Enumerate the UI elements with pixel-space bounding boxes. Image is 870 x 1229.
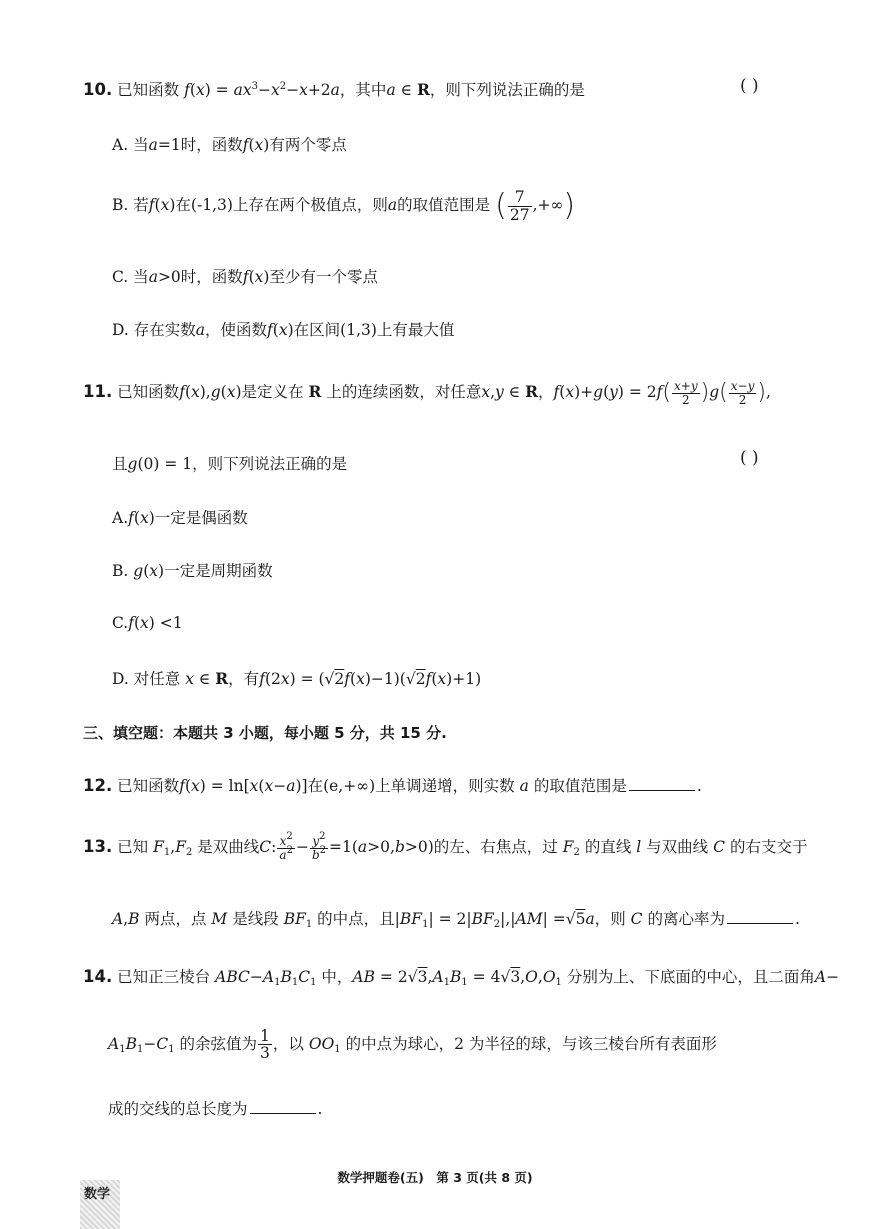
q14-text: 14. 已知正三棱台 $ABC-A_1B_1C_1$ 中，AB = $2√3,A_1B_1 = 4√3,O,O_1$ 分别为上、下底面的中心，且二面角A− [83, 967, 840, 988]
q11-stem-line2: 且g(0) = 1，则下列说法正确的是 [112, 455, 348, 473]
q10-number: 10. [83, 80, 113, 99]
q10-b-range: ( $\frac{7}{27}$ ,+∞) [495, 188, 576, 224]
q12-answer-blank[interactable] [629, 790, 695, 791]
subject-stamp [80, 1180, 120, 1229]
q11-d-identity: f(2x) = (√2f(x)−1)(√2f(x)+1) [259, 670, 482, 688]
q10-answer-paren: ( ) [740, 76, 759, 96]
q14-number: 14. [83, 967, 113, 986]
q13-number: 13. [83, 837, 113, 857]
q10-option-d: D. 存在实数a，使函数f(x)在区间(1,3)上有最大值 [112, 321, 455, 339]
q10-stem: 10. 已知函数 $f(x) = ax^3-x^2-x+2a$，其中a ∈ R，则下列说法正确的是 [83, 80, 585, 99]
q14-text-line3: 成的交线的总长度为 . [108, 1100, 323, 1118]
q11-number: 11. [83, 382, 113, 402]
q12-text: 12. 已知函数f(x) = ln[x(x−a)]在(e,+∞)上单调递增，则实数 a 的取值范围是 . [83, 776, 702, 795]
q11-option-b: B. g(x)一定是周期函数 [112, 562, 273, 580]
q10-option-b: B. 若f(x)在(-1,3)上存在两个极值点，则a的取值范围是 ( $\frac{7}{27}$ ,+∞) [112, 188, 576, 224]
q13-text-line2: A,B 两点，点 M 是线段 $BF_1$ 的中点，且$|BF_1| = 2|BF_2|,|AM| =√5a$，则 C 的离心率为 . [112, 910, 800, 930]
q13-text: 13. 已知 $F_1,F_2$ 是双曲线C: $\frac{x^2}{a^2}$ − $\frac{y^2}{b^2}$ =1(a>0,b>0)的左、右焦点，过 $F_2$ 的直线 l 与双曲线 C 的右支交于 [83, 831, 808, 862]
q13-answer-blank[interactable] [727, 923, 793, 924]
q13-hyperbola: C: $\frac{x^2}{a^2}$ − $\frac{y^2}{b^2}$ =1(a>0,b>0) [259, 831, 434, 862]
q10-option-a: A. 当a=1时，函数f(x)有两个零点 [112, 136, 347, 154]
q11-option-a: A.f(x)一定是偶函数 [112, 509, 248, 527]
q11-functional-equation: f(x)+g(y) = 2f( $\frac{x+y}{2}$ )g( $\frac{x-y}{2}$ ), [553, 379, 771, 407]
q11-option-d: D. 对任意 x ∈ R，有f(2x) = (√2f(x)−1)(√2f(x)+1) [112, 669, 482, 688]
q11-option-c: C.f(x) <1 [112, 614, 183, 632]
q10-function: $f(x) = ax^3-x^2-x+2a$ [184, 81, 340, 99]
q14-one-third: $\frac{1}{3}$ [260, 1027, 270, 1063]
q14-answer-blank[interactable] [250, 1113, 316, 1114]
q14-text-line2: $A_1B_1-C_1$ 的余弦值为 $\frac{1}{3}$ ，以 $OO_1$ 的中点为球心，2 为半径的球，与该三棱台所有表面形 [108, 1027, 717, 1063]
q11-answer-paren: ( ) [740, 448, 759, 468]
q11-stem: 11. 已知函数f(x),g(x)是定义在 R 上的连续函数，对任意x,y ∈ R，f(x)+g(y) = 2f( $\frac{x+y}{2}$ )g( $\frac{x-y}{2}$ ), [83, 379, 771, 407]
page-footer: 数学押题卷(五) 第 3 页(共 8 页) [337, 1170, 533, 1185]
q12-number: 12. [83, 776, 113, 795]
q10-option-c: C. 当a>0时，函数f(x)至少有一个零点 [112, 268, 378, 286]
subject-stamp-label: 数学 [84, 1187, 111, 1202]
section-3-title: 三、填空题：本题共 3 小题，每小题 5 分，共 15 分. [83, 724, 447, 742]
